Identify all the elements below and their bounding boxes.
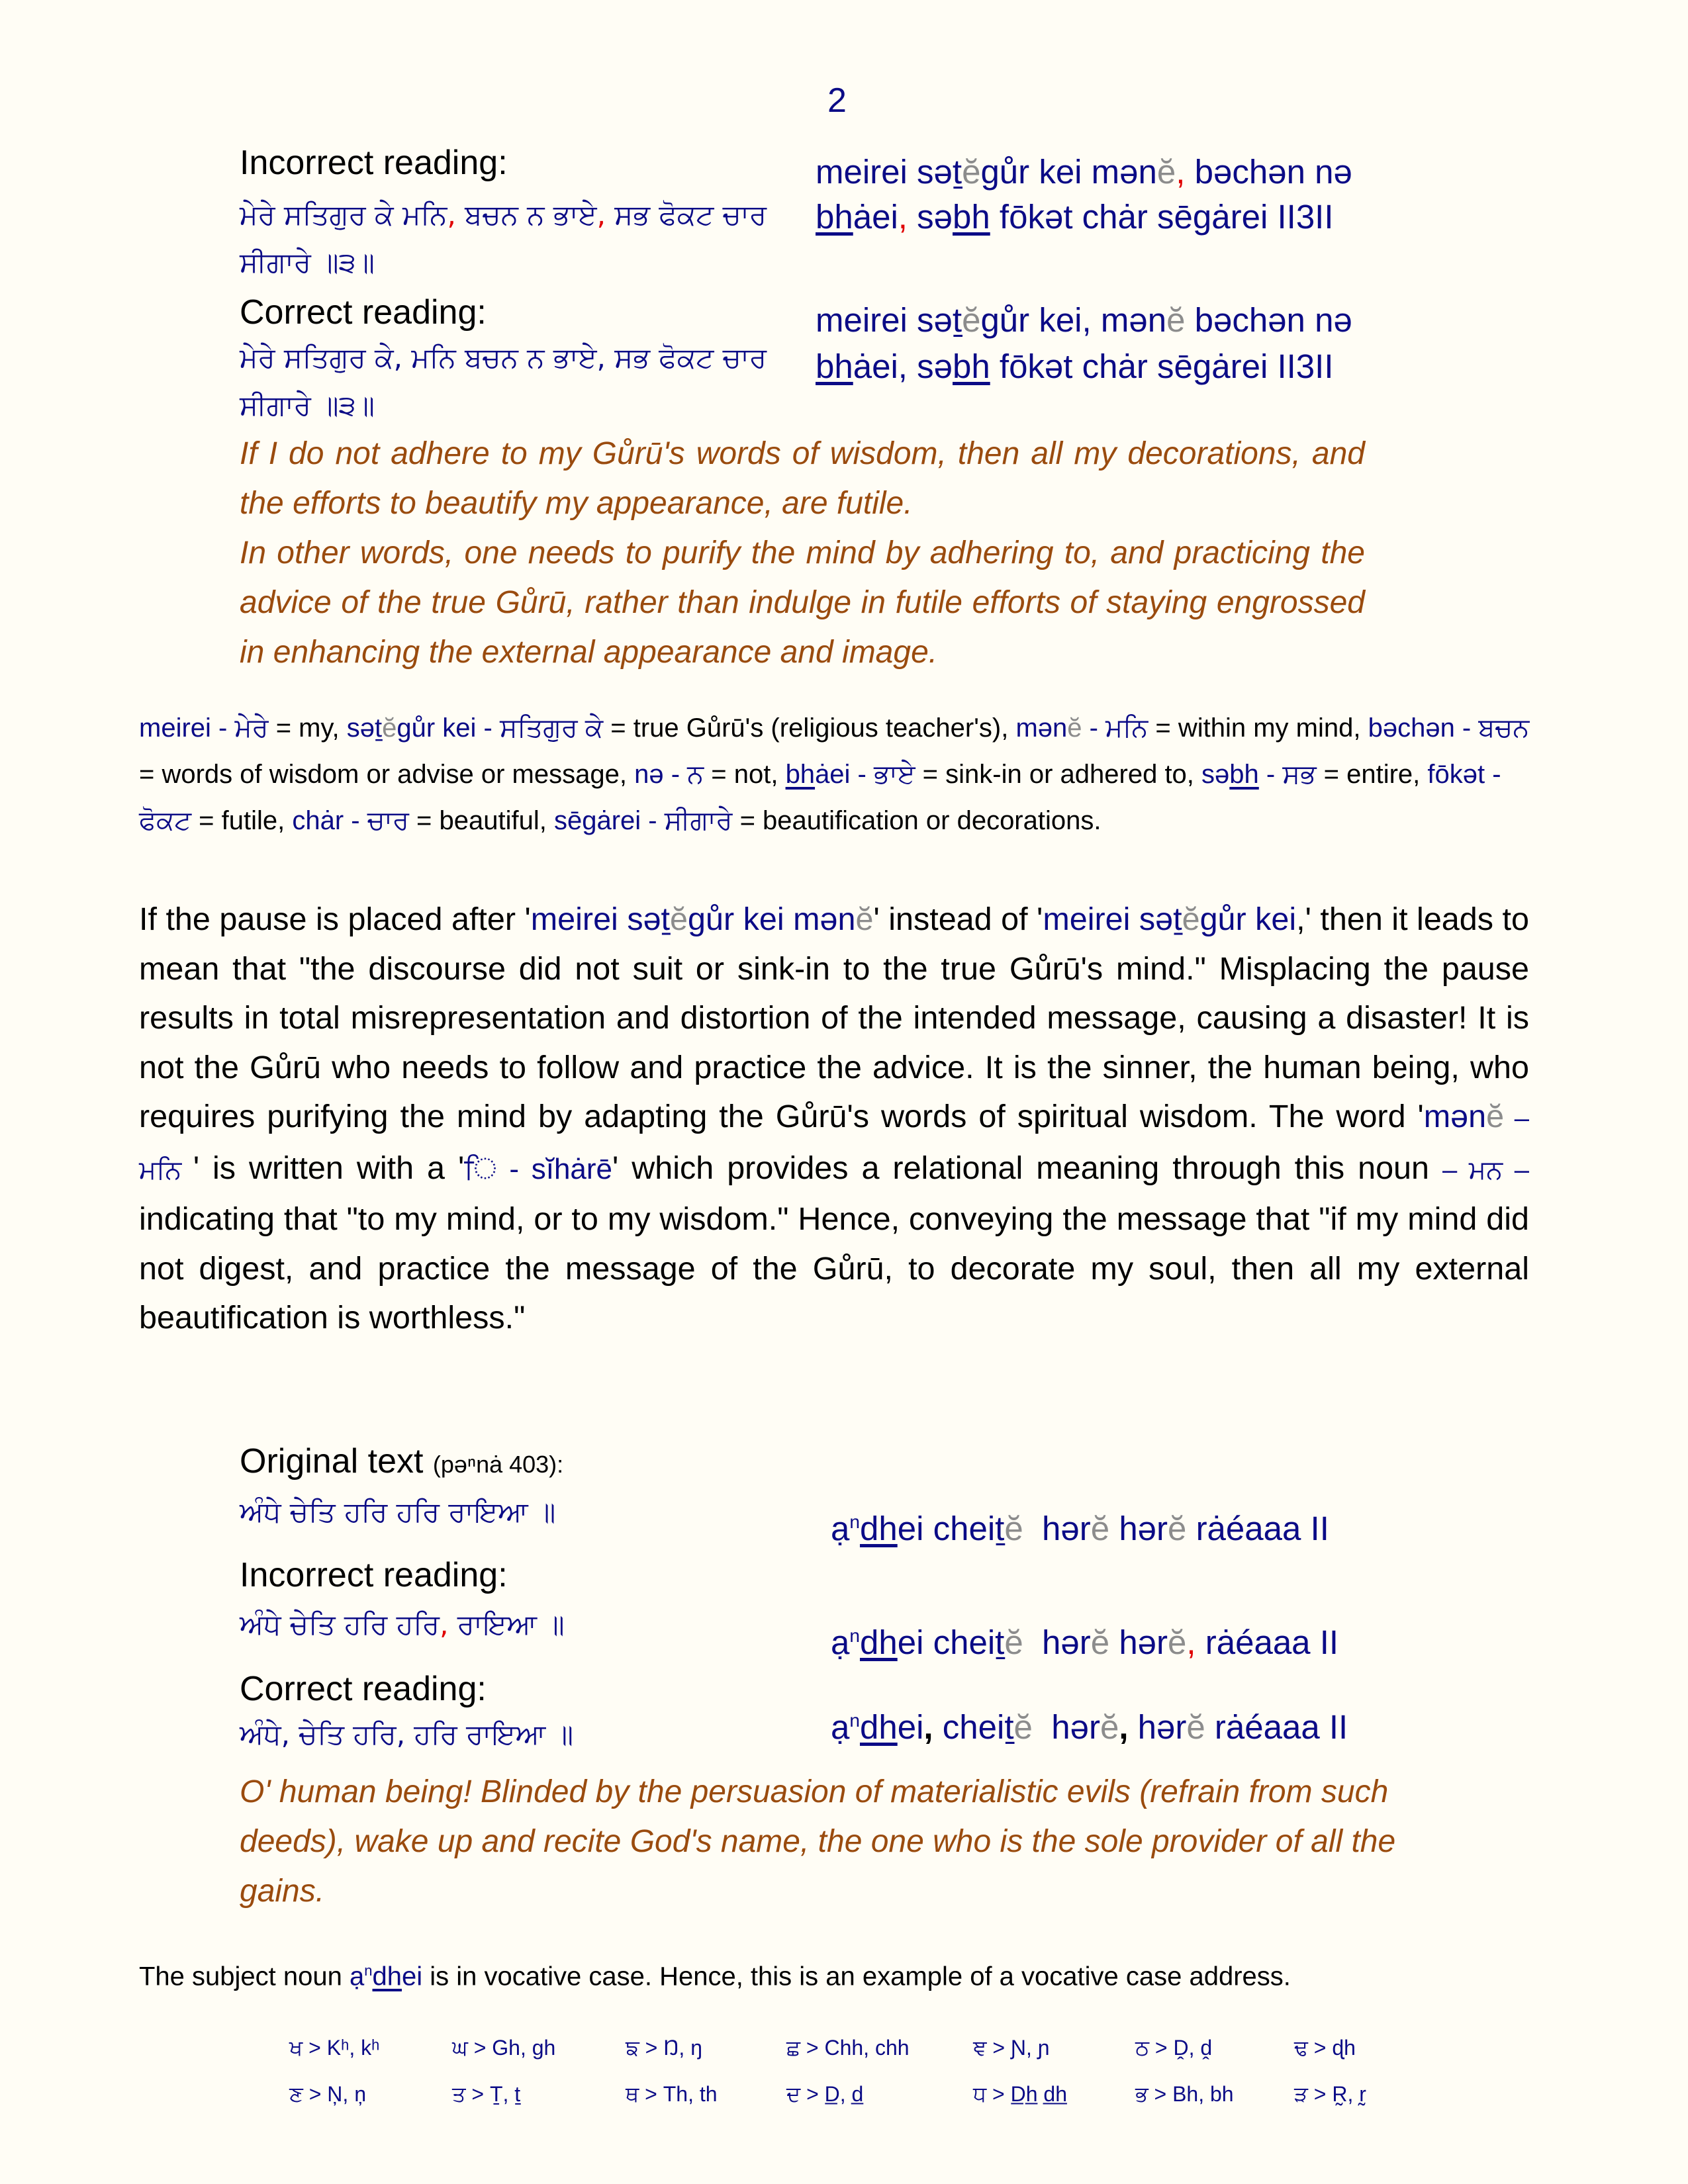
short-vowel: ĕ (1067, 713, 1082, 743)
short-vowel: ĕ (1486, 1099, 1505, 1134)
legend-item: ਣ > Ņ, ņ (289, 2082, 366, 2106)
gloss-term: bh (785, 760, 816, 789)
gloss-definition: = within my mind, (1148, 713, 1368, 743)
text: ' which provides a relational meaning through this noun (612, 1150, 1442, 1186)
translit-text: cheiṯ (933, 1708, 1014, 1746)
legend-item: ਭ > Bh, bh (1135, 2082, 1234, 2106)
aspirate-underlined: bh (816, 347, 853, 385)
translit-text: ȧei, sə (853, 347, 953, 385)
nasal-mark: n (364, 1962, 373, 1979)
translit-text: rȧéaaa II (1186, 1510, 1329, 1547)
text: is in vocative case. Hence, this is an example of a vocative case address. (422, 1962, 1291, 1991)
interpretation-paragraph: If I do not adhere to my Gůrū's words of wisdom, then all my decorations, and the efforts to beautify my appearance, are futile. (240, 436, 1365, 521)
quoted-translit: gůr kei mən (688, 901, 856, 937)
nasal-mark: n (849, 1710, 860, 1731)
short-vowel: ĕ (962, 301, 981, 339)
short-vowel: ĕ (1004, 1623, 1023, 1661)
gurmukhi-text: ਬਚਨ ਨ ਭਾਏ (455, 199, 597, 231)
page-reference: (pəⁿnȧ 403): (432, 1451, 564, 1478)
legend-item: ਥ > Th, th (626, 2082, 718, 2106)
translit-text: gůr kei, mən (980, 301, 1167, 339)
legend-item: ਛ > Chh, chh (786, 2036, 910, 2060)
short-vowel: ĕ (1168, 1510, 1187, 1547)
gloss-term: sēgȧrei - ਸੀਗਾਰੇ (553, 806, 733, 835)
text: ' is written with a ' (193, 1150, 465, 1186)
quoted-translit: gůr kei (1199, 901, 1297, 937)
incorrect-reading-label-2: Incorrect reading: (240, 1556, 508, 1594)
aspirate-underlined: bh (816, 198, 853, 236)
gurmukhi-text: ਰਾਇਆ ॥ (448, 1608, 565, 1641)
gloss-term: chȧr - ਚਾਰ (292, 806, 409, 835)
pause-comma: , (923, 1708, 933, 1746)
gloss-term: - ਮਨਿ (1082, 713, 1149, 743)
short-vowel: ĕ (1090, 1623, 1110, 1661)
aspirate-underlined: dh (859, 1623, 898, 1661)
page-number: 2 (827, 81, 847, 120)
gurmukhi-text: ਅੰਧੇ ਚੇਤਿ ਹਰਿ ਹਰਿ (240, 1608, 440, 1641)
translit-text: rȧéaaa II (1205, 1708, 1348, 1746)
translit-text: ạ (831, 1510, 850, 1547)
aspirate-underlined: dh (859, 1510, 898, 1547)
translit-text: sə (907, 198, 953, 236)
translit-text: bəchən nə (1185, 301, 1352, 339)
original-gurmukhi: ਅੰਧੇ ਚੇਤਿ ਹਰਿ ਹਰਿ ਰਾਇਆ ॥ (240, 1496, 556, 1528)
original-text-label (240, 1440, 563, 1486)
translit-text: ȧei (853, 198, 898, 236)
gloss-term: ȧei - ਭਾਏ (815, 760, 915, 789)
gloss-definition: = entire, (1316, 760, 1428, 789)
gloss-term: meirei - ਮੇਰੇ (139, 713, 269, 743)
gurmukhi-text: ਮੇਰੇ ਸਤਿਗੁਰ ਕੇ ਮਨਿ (240, 199, 447, 231)
gloss-term: gůr kei - ਸਤਿਗੁਰ ਕੇ (397, 713, 604, 743)
translit-text: ei (897, 1510, 924, 1547)
legend-item: ਠ > Ḓ, ḓ (1135, 2036, 1213, 2060)
correct-translit-2 (831, 1697, 1348, 1751)
gloss-term: səṯ (346, 713, 383, 743)
text: ,' then it leads to mean that "the discourse did not suit or sink-in to the true Gůrū's mind." Misplacing the pause results in total misrepresentation and distortion of the intended message, causing a disaster! It is not the Gůrū who needs to follow and practice the advice. It is the sinner, the human being, who requires purifying the mind by adapting the Gůrū's words of spiritual wisdom. The word ' (139, 901, 1529, 1134)
translit-text: gůr kei mən (980, 153, 1157, 191)
nasal-mark: n (849, 1625, 860, 1646)
translit-text: hər (1042, 1510, 1091, 1547)
legend-item: ਤ > Ṯ, ṯ (452, 2082, 521, 2106)
short-vowel: ĕ (670, 901, 688, 937)
interpretation-1 (240, 429, 1365, 677)
pause-comma: , (898, 198, 908, 236)
gloss-term: fōkət - ਫੋਕਟ (139, 760, 1501, 835)
pause-comma: , (1186, 1623, 1196, 1661)
legend-item: ਘ > Gh, gh (452, 2036, 556, 2060)
translit-text: ei (897, 1708, 924, 1746)
incorrect-gurmukhi-1 (240, 192, 767, 238)
gloss-term: - ਸਭ (1258, 760, 1317, 789)
pause-comma: , (1176, 153, 1186, 191)
legend-item: ਦ > D̲, d̲ (786, 2082, 864, 2106)
gloss-term: bh (1229, 760, 1259, 789)
legend-item: ਙ > Ŋ, ŋ (626, 2036, 702, 2060)
interpretation-paragraph: In other words, one needs to purify the mind by adhering to, and practicing the advice of the true Gůrū, rather than indulge in futile efforts of staying engrossed in enhancing the external appearance and image. (240, 535, 1365, 670)
short-vowel: ĕ (1013, 1708, 1033, 1746)
correct-gurmukhi-2: ਅੰਧੇ, ਚੇਤਿ ਹਰਿ, ਹਰਿ ਰਾਇਆ ॥ (240, 1718, 574, 1751)
short-vowel: ĕ (1090, 1510, 1110, 1547)
legend-item: ਞ > Ɲ, ɲ (973, 2036, 1050, 2060)
gloss-term: nə - ਨ (634, 760, 704, 789)
pause-comma: , (1119, 1708, 1129, 1746)
translit-text: cheiṯ (923, 1623, 1005, 1661)
quoted-sihari: ਿ - sĭhȧrē (464, 1152, 613, 1185)
gloss-definition: = words of wisdom or advise or message, (139, 760, 635, 789)
interpretation-2: O' human being! Blinded by the persuasion of materialistic evils (refrain from such deeds), wake up and recite God's name, the one who is the sole provider of all the gains. (240, 1774, 1396, 1909)
pause-comma: , (440, 1608, 449, 1641)
correct-reading-label-1: Correct reading: (240, 293, 487, 332)
short-vowel: ĕ (962, 153, 981, 191)
aspirate-underlined: bh (953, 198, 990, 236)
correct-translit-1-line1 (816, 296, 1352, 344)
correct-gurmukhi-1-line2: ਸੀਗਾਰੇ ॥੩॥ (240, 389, 375, 422)
legend-item: ੜ > R̰, r̰ (1294, 2082, 1366, 2106)
short-vowel: ĕ (1100, 1708, 1119, 1746)
text: The subject noun (139, 1962, 350, 1991)
incorrect-gurmukhi-2 (240, 1602, 565, 1648)
incorrect-gurmukhi-1-line2: ਸੀਗਾਰੇ ॥੩॥ (240, 246, 375, 279)
incorrect-translit-1-line1 (816, 148, 1352, 196)
gloss-term: sə (1201, 760, 1230, 789)
translit-text: hər (1119, 1510, 1168, 1547)
translit-text: hər (1137, 1708, 1187, 1746)
legend-item: ਢ > ɖh (1294, 2036, 1356, 2060)
aspirate-underlined: dh (372, 1962, 402, 1991)
short-vowel: ĕ (1168, 1623, 1187, 1661)
correct-translit-1-line2 (816, 343, 1334, 390)
gloss-term: bəchən - ਬਚਨ (1368, 713, 1530, 743)
pause-comma: , (447, 199, 456, 231)
translit-text: ạ (350, 1962, 365, 1991)
translit-text: ei (402, 1962, 423, 1991)
short-vowel: ĕ (1004, 1510, 1023, 1547)
translit-text: rȧéaaa II (1196, 1623, 1339, 1661)
incorrect-reading-label-1: Incorrect reading: (240, 144, 508, 182)
gloss-definition: = my, (268, 713, 347, 743)
gurmukhi-text: ਸਭ ਫੋਕਟ ਚਾਰ (605, 199, 767, 231)
incorrect-translit-1-line2 (816, 193, 1334, 241)
translit-text: ạ (831, 1623, 850, 1661)
incorrect-translit-2 (831, 1612, 1338, 1666)
short-vowel: ĕ (1166, 301, 1186, 339)
quoted-gurmukhi: – ਮਨ – (1442, 1155, 1530, 1185)
translit-text: ei (897, 1623, 924, 1661)
gloss-definition: = beautiful, (408, 806, 554, 835)
legend-item: ਧ > D̲h̲ d̲h̲ (973, 2082, 1068, 2106)
quoted-translit: meirei səṯ (530, 901, 671, 937)
translit-text: hər (1119, 1623, 1168, 1661)
text: ' instead of ' (873, 901, 1043, 937)
gloss-definition: = futile, (191, 806, 293, 835)
short-vowel: ĕ (1156, 153, 1176, 191)
aspirate-underlined: bh (953, 347, 990, 385)
translit-text: bəchən nə (1185, 153, 1352, 191)
quoted-gurmukhi: – ਮਨਿ (139, 1104, 1529, 1185)
pause-comma: , (596, 199, 606, 231)
label-text: Original text (240, 1442, 424, 1480)
short-vowel: ĕ (382, 713, 397, 743)
text: If the pause is placed after ' (139, 901, 531, 937)
quoted-translit: meirei səṯ (1043, 901, 1182, 937)
correct-reading-label-2: Correct reading: (240, 1670, 487, 1708)
short-vowel: ĕ (1186, 1708, 1205, 1746)
translit-text: meirei səṯ (816, 301, 962, 339)
gloss-definition: = true Gůrū's (religious teacher's), (603, 713, 1016, 743)
short-vowel: ĕ (855, 901, 874, 937)
glossary (139, 705, 1536, 844)
translit-text: fōkət chȧr sēgȧrei II3II (990, 347, 1334, 385)
aspirate-underlined: dh (859, 1708, 898, 1746)
translit-text: meirei səṯ (816, 153, 962, 191)
transliteration-legend (0, 2036, 1688, 2115)
translit-text: hər (1051, 1708, 1100, 1746)
translit-text: cheiṯ (923, 1510, 1005, 1547)
gloss-definition: = not, (704, 760, 786, 789)
translit-text: fōkət chȧr sēgȧrei II3II (990, 198, 1334, 236)
correct-gurmukhi-1: ਮੇਰੇ ਸਤਿਗੁਰ ਕੇ, ਮਨਿ ਬਚਨ ਨ ਭਾਏ, ਸਭ ਫੋਕਟ ਚਾਰ (240, 341, 767, 374)
gloss-definition: = beautification or decorations. (732, 806, 1102, 835)
short-vowel: ĕ (1182, 901, 1200, 937)
quoted-translit: mən (1423, 1099, 1487, 1134)
legend-item: ਖ > Kʰ, kʰ (289, 2036, 380, 2060)
text: indicating that "to my mind, or to my wisdom." Hence, conveying the message that "if my mind did not digest, and practice the message of the Gůrū, to decorate my soul, then all my external beautification is worthless." (139, 1201, 1529, 1336)
explanation-paragraph (139, 895, 1529, 1343)
nasal-mark: n (849, 1512, 860, 1532)
vocative-note (139, 1952, 1291, 1995)
gloss-definition: = sink-in or adhered to, (915, 760, 1202, 789)
translit-text: ạ (831, 1708, 850, 1746)
original-translit (831, 1498, 1329, 1553)
translit-text: hər (1042, 1623, 1091, 1661)
gloss-term: mən (1015, 713, 1068, 743)
